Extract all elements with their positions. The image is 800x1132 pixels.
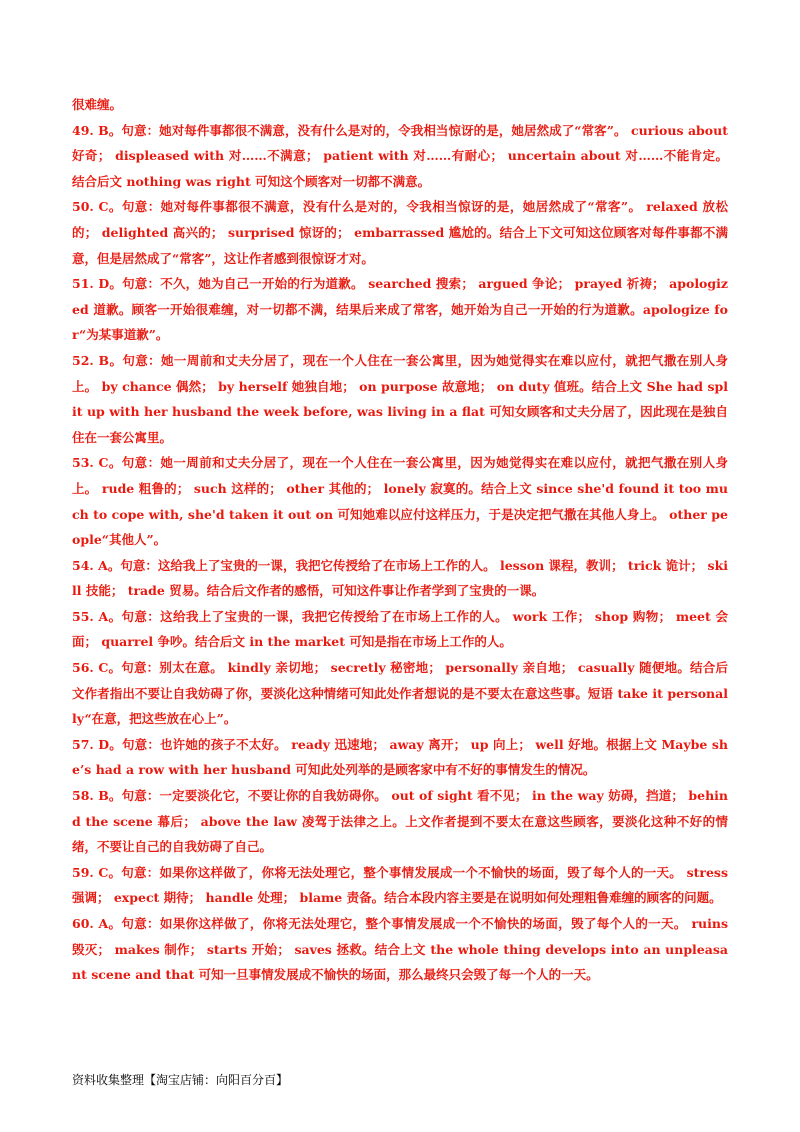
answer-60: 60. A。句意：如果你这样做了，你将无法处理它，整个事情发展成一个不愉快的场面，毁了每个人的一天。 ruins 毁灭； makes 制作； starts 开始； saves 拯救。结合上文 the whole thing develops into an unpleasant scene and that 可知一旦事情发展成不愉快的场面，那么最终只会毁了每一个人的一天。 — [72, 916, 728, 983]
answer-56: 56. C。句意：别太在意。 kindly 亲切地； secretly 秘密地； personally 亲自地； casually 随便地。结合后文作者指出不要让自我妨碍了你，要淡化这种情绪可知此处作者想说的是不要太在意这些事。短语 take it personally“在意，把这些放在心上”。 — [72, 660, 728, 727]
page-footer: 资料收集整理【淘宝店铺：向阳百分百】 — [72, 1073, 289, 1087]
answer-54: 54. A。句意：这给我上了宝贵的一课，我把它传授给了在市场上工作的人。 lesson 课程，教训； trick 诡计； skill 技能； trade 贸易。结合后文作者的感悟，可知这件事让作者学到了宝贵的一课。 — [72, 557, 728, 599]
answer-52: 52. B。句意：她一周前和丈夫分居了，现在一个人住在一套公寓里，因为她觉得实在难以应付，就把气撒在别人身上。 by chance 偶然； by herself 她独自地； on purpose 故意地； on duty 值班。结合上文 She had split up with her husband the week before, was living in a flat 可知女顾客和丈夫分居了，因此现在是独自住在一套公寓里。 — [72, 352, 728, 445]
answer-59: 59. C。句意：如果你这样做了，你将无法处理它，整个事情发展成一个不愉快的场面，毁了每个人的一天。 stress 强调； expect 期待； handle 处理； blame 责备。结合本段内容主要是在说明如何处理粗鲁难缠的顾客的问题。 — [72, 864, 728, 906]
answer-58: 58. B。句意：一定要淡化它，不要让你的自我妨碍你。 out of sight 看不见； in the way 妨碍，挡道； behind the scene 幕后； above the law 凌驾于法律之上。上文作者提到不要太在意这些顾客，要淡化这种不好的情绪，不要让自己的自我妨碍了自己。 — [72, 788, 728, 855]
answer-55: 55. A。句意：这给我上了宝贵的一课，我把它传授给了在市场上工作的人。 work 工作； shop 购物； meet 会面； quarrel 争吵。结合后文 in the market 可知是指在市场上工作的人。 — [72, 608, 728, 650]
answer-57: 57. D。句意：也许她的孩子不太好。 ready 迅速地； away 离开； up 向上； well 好地。根据上文 Maybe she’s had a row with her husband 可知此处列举的是顾客家中有不好的事情发生的情况。 — [72, 736, 728, 778]
answer-explanations — [72, 92, 728, 988]
answer-50: 50. C。句意：她对每件事都很不满意，没有什么是对的，令我相当惊讶的是，她居然成了“常客”。 relaxed 放松的； delighted 高兴的； surprised 惊讶的； embarrassed 尴尬的。结合上下文可知这位顾客对每件事都不满意，但是居然成了“常客”，这让作者感到很惊讶才对。 — [72, 199, 728, 266]
answer-53: 53. C。句意：她一周前和丈夫分居了，现在一个人住在一套公寓里，因为她觉得实在难以应付，就把气撒在别人身上。 rude 粗鲁的； such 这样的； other 其他的； lonely 寂寞的。结合上文 since she'd found it too much to cope with, she'd taken it out on 可知她难以应付这样压力，于是决定把气撒在其他人身上。 other people“其他人”。 — [72, 455, 728, 548]
answer-51: 51. D。句意：不久，她为自己一开始的行为道歉。 searched 搜索； argued 争论； prayed 祈祷； apologized 道歉。顾客一开始很难缠，对一切都不满，结果后来成了常客，她开始为自己一开始的行为道歉。apologize for“为某事道歉”。 — [72, 276, 728, 343]
answer-49: 49. B。句意：她对每件事都很不满意，没有什么是对的，令我相当惊讶的是，她居然成了“常客”。 curious about 好奇； displeased with 对……不满意； patient with 对……有耐心； uncertain about 对……不能肯定。结合后文 nothing was right 可知这个顾客对一切都不满意。 — [72, 122, 728, 189]
paragraph-continuation: 很难缠。 — [72, 97, 123, 112]
